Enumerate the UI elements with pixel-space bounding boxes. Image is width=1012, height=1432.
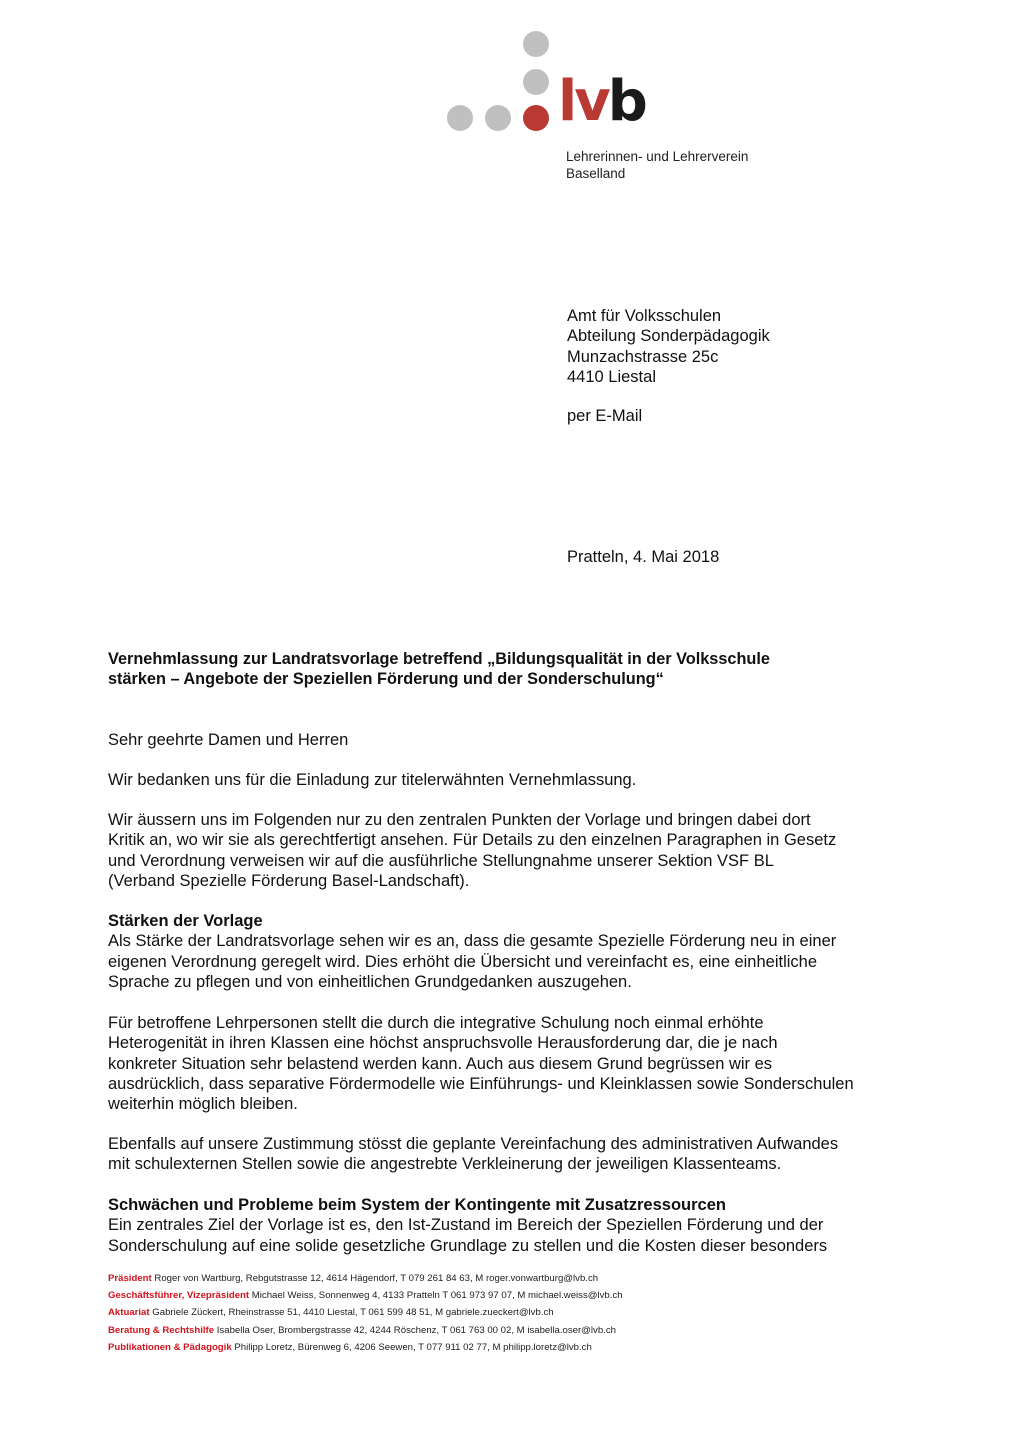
address-line: 4410 Liestal — [567, 367, 656, 386]
footer-details: Isabella Oser, Brombergstrasse 42, 4244 Röschenz, T 061 763 00 02, M isabella.oser@lvb.ch — [216, 1324, 616, 1336]
org-name-line: Baselland — [566, 166, 626, 181]
logo-wordmark — [558, 69, 645, 134]
org-name-line: Lehrerinnen- und Lehrerverein — [566, 149, 749, 164]
paragraph-line: mit schulexternen Stellen sowie die angestrebte Verkleinerung der jeweiligen Klassenteams. — [108, 1155, 782, 1174]
section-strengths — [108, 911, 836, 992]
section-heading: Schwächen und Probleme beim System der Kontingente mit Zusatzressourcen — [108, 1196, 726, 1214]
footer-role: Aktuariat — [108, 1307, 150, 1319]
paragraph-line: Sonderschulung auf eine solide gesetzliche Grundlage zu stellen und die Kosten dieser besonders — [108, 1236, 828, 1255]
section-weaknesses — [108, 1195, 827, 1256]
address-line: Amt für Volksschulen — [567, 307, 722, 325]
footer-role: Beratung & Rechtshilfe — [108, 1324, 215, 1336]
paragraph-line: Ebenfalls auf unsere Zustimmung stösst die geplante Vereinfachung des administrativen Aufwandes — [108, 1135, 839, 1153]
footer-details: Philipp Loretz, Bürenweg 6, 4206 Seewen, T 077 911 02 77, M philipp.loretz@lvb.ch — [234, 1341, 592, 1353]
footer-details: Michael Weiss, Sonnenweg 4, 4133 Pratteln T 061 973 97 07, M michael.weiss@lvb.ch — [251, 1290, 623, 1302]
delivery-method: per E-Mail — [567, 407, 643, 425]
subject-heading — [108, 649, 770, 690]
logo-letter-b: b — [607, 69, 645, 134]
logo-letter-v: v — [574, 69, 608, 134]
salutation: Sehr geehrte Damen und Herren — [108, 731, 349, 749]
footer-row — [108, 1270, 623, 1287]
logo-dot-icon — [485, 105, 511, 131]
subject-line: Vernehmlassung zur Landratsvorlage betreffend „Bildungsqualität in der Volksschule — [108, 650, 770, 668]
footer-details: Roger von Wartburg, Rebgutstrasse 12, 4614 Hägendorf, T 079 261 84 63, M roger.vonwartburg@lvb.ch — [154, 1273, 599, 1284]
paragraph-line: und Verordnung verweisen wir auf die ausführliche Stellungnahme unserer Sektion VSF BL — [108, 851, 774, 870]
footer-row — [108, 1339, 623, 1356]
paragraph-line: ausdrücklich, dass separative Fördermodelle wie Einführungs- und Kleinklassen sowie Sonderschulen — [108, 1074, 854, 1093]
paragraph-heterogeneity — [108, 1013, 854, 1114]
footer-role: Geschäftsführer, Vizepräsident — [108, 1290, 250, 1302]
logo-dot-icon — [447, 105, 473, 131]
paragraph-line: Als Stärke der Landratsvorlage sehen wir es an, dass die gesamte Spezielle Förderung neu in einer — [108, 932, 837, 951]
paragraph-line: Ein zentrales Ziel der Vorlage ist es, den Ist-Zustand im Bereich der Speziellen Förderung und der — [108, 1216, 824, 1235]
paragraph-line: konkreter Situation sehr belastend werden kann. Auch aus diesem Grund begrüssen wir es — [108, 1054, 773, 1073]
paragraph-administration — [108, 1134, 838, 1175]
logo-dot-icon — [523, 31, 549, 57]
date-line: Pratteln, 4. Mai 2018 — [567, 548, 720, 566]
paragraph-line: Kritik an, wo wir sie als gerechtfertigt ansehen. Für Details zu den einzelnen Paragraphen in Gesetz — [108, 831, 837, 850]
address-line: Abteilung Sonderpädagogik — [567, 327, 770, 346]
paragraph-line: Wir äussern uns im Folgenden nur zu den zentralen Punkten der Vorlage und bringen dabei dort — [108, 811, 811, 829]
footer-role: Präsident — [108, 1273, 152, 1284]
logo-dot-red-icon — [523, 105, 549, 131]
paragraph-line: Für betroffene Lehrpersonen stellt die durch die integrative Schulung noch einmal erhöhte — [108, 1014, 764, 1032]
footer-details: Gabriele Zückert, Rheinstrasse 51, 4410 Liestal, T 061 599 48 51, M gabriele.zueckert@lvb.ch — [152, 1307, 554, 1319]
address-line: Munzachstrasse 25c — [567, 347, 719, 366]
paragraph-line: weiterhin möglich bleiben. — [108, 1095, 298, 1114]
footer-row — [108, 1322, 623, 1339]
paragraph-scope — [108, 810, 836, 891]
logo-letter-l: l — [558, 69, 575, 134]
footer-role: Publikationen & Pädagogik — [108, 1341, 232, 1353]
footer-row — [108, 1287, 623, 1304]
subject-line: stärken – Angebote der Speziellen Förderung und der Sonderschulung“ — [108, 670, 664, 689]
recipient-address — [567, 306, 770, 387]
letterhead-footer — [108, 1270, 623, 1356]
intro-paragraph: Wir bedanken uns für die Einladung zur titelerwähnten Vernehmlassung. — [108, 771, 637, 789]
paragraph-line: Sprache zu pflegen und von einheitlichen Grundgedanken auszugehen. — [108, 972, 632, 991]
logo-dot-icon — [523, 69, 549, 95]
section-heading: Stärken der Vorlage — [108, 912, 263, 930]
paragraph-line: eigenen Verordnung geregelt wird. Dies erhöht die Übersicht und vereinfacht es, eine einheitliche — [108, 952, 818, 971]
footer-row — [108, 1304, 623, 1321]
paragraph-line: (Verband Spezielle Förderung Basel-Landschaft). — [108, 871, 470, 890]
org-name — [566, 148, 748, 182]
paragraph-line: Heterogenität in ihren Klassen eine höchst anspruchsvolle Herausforderung dar, die je nach — [108, 1034, 778, 1053]
